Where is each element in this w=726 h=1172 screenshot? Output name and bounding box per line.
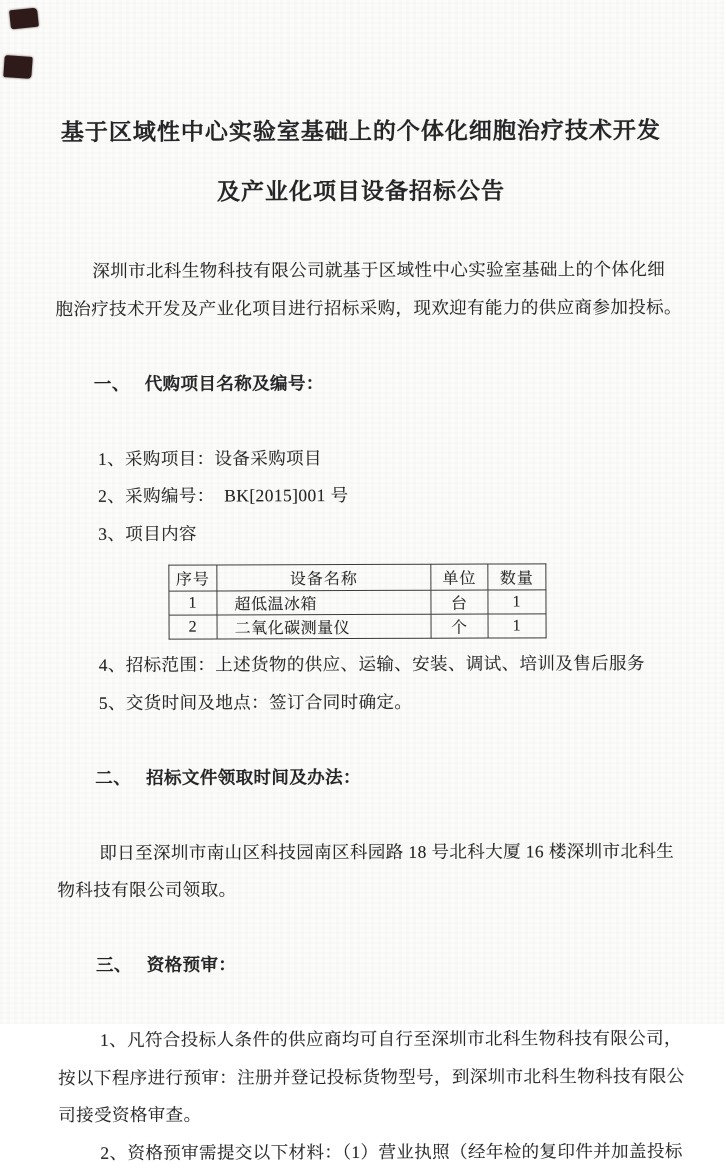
- list-item: 3、项目内容: [98, 523, 197, 544]
- section1-number: 一、: [93, 373, 130, 394]
- section2-heading: [57, 720, 669, 835]
- intro-line: 胞治疗技术开发及产业化项目进行招标采购，现欢迎有能力的供应商参加投标。: [55, 296, 682, 319]
- table-header-cell: 单位: [431, 564, 488, 590]
- list-item: 1、采购项目：设备采购项目: [97, 447, 322, 469]
- list-item: 5、交货时间及地点：签订合同时确定。: [98, 691, 413, 713]
- paragraph-line: 1、凡符合投标人条件的供应商均可自行至深圳市北科生物科技有限公司，: [99, 1027, 682, 1050]
- section1-heading: [56, 326, 668, 441]
- paragraph-line: 2、资格预审需提交以下材料：（1）营业执照（经年检的复印件并加盖投标: [100, 1140, 683, 1163]
- table-header-cell: 序号: [169, 565, 217, 591]
- section1-title: 代购项目名称及编号：: [144, 372, 324, 394]
- list-item: 4、招标范围：上述货物的供应、运输、安装、调试、培训及售后服务: [98, 653, 645, 675]
- table-cell: 2: [169, 615, 217, 639]
- paragraph-line: 物科技有限公司领取。: [57, 879, 237, 901]
- table-cell: 二氧化碳测量仪: [217, 614, 431, 639]
- table-cell: 超低温冰箱: [217, 590, 431, 615]
- table-row: [169, 590, 546, 615]
- document-title: [55, 114, 667, 210]
- section3-heading: [58, 907, 670, 1022]
- section3-title: 资格预审：: [146, 954, 237, 975]
- equipment-table: [168, 563, 546, 639]
- table-cell: 1: [488, 590, 546, 614]
- section3-number: 三、: [95, 954, 132, 975]
- section2-title: 招标文件领取时间及办法：: [146, 766, 361, 788]
- table-cell: 台: [431, 590, 488, 614]
- table-cell: 1: [488, 614, 546, 638]
- table-cell: 1: [169, 591, 217, 615]
- paragraph-line: 即日至深圳市南山区科技园南区科园路 18 号北科大厦 16 楼深圳市北科生: [99, 840, 675, 863]
- section2-number: 二、: [95, 767, 132, 788]
- list-item: 2、采购编号： BK[2015]001 号: [98, 485, 349, 506]
- table-header-cell: 数量: [488, 564, 546, 590]
- paragraph-line: 司接受资格审查。: [58, 1104, 202, 1126]
- title-line-2: 及产业化项目设备招标公告: [216, 178, 506, 205]
- table-header-row: [169, 564, 546, 591]
- table-row: [169, 614, 546, 639]
- paragraph-line: 按以下程序进行预审：注册并登记投标货物型号，到深圳市北科生物科技有限公: [58, 1065, 685, 1088]
- title-line-1: 基于区域性中心实验室基础上的个体化细胞治疗技术开发: [60, 117, 661, 146]
- intro-line: 深圳市北科生物科技有限公司就基于区域性中心实验室基础上的个体化细: [92, 258, 666, 281]
- document-body: [55, 251, 685, 1172]
- table-header-cell: 设备名称: [217, 564, 431, 591]
- table-cell: 个: [431, 614, 488, 638]
